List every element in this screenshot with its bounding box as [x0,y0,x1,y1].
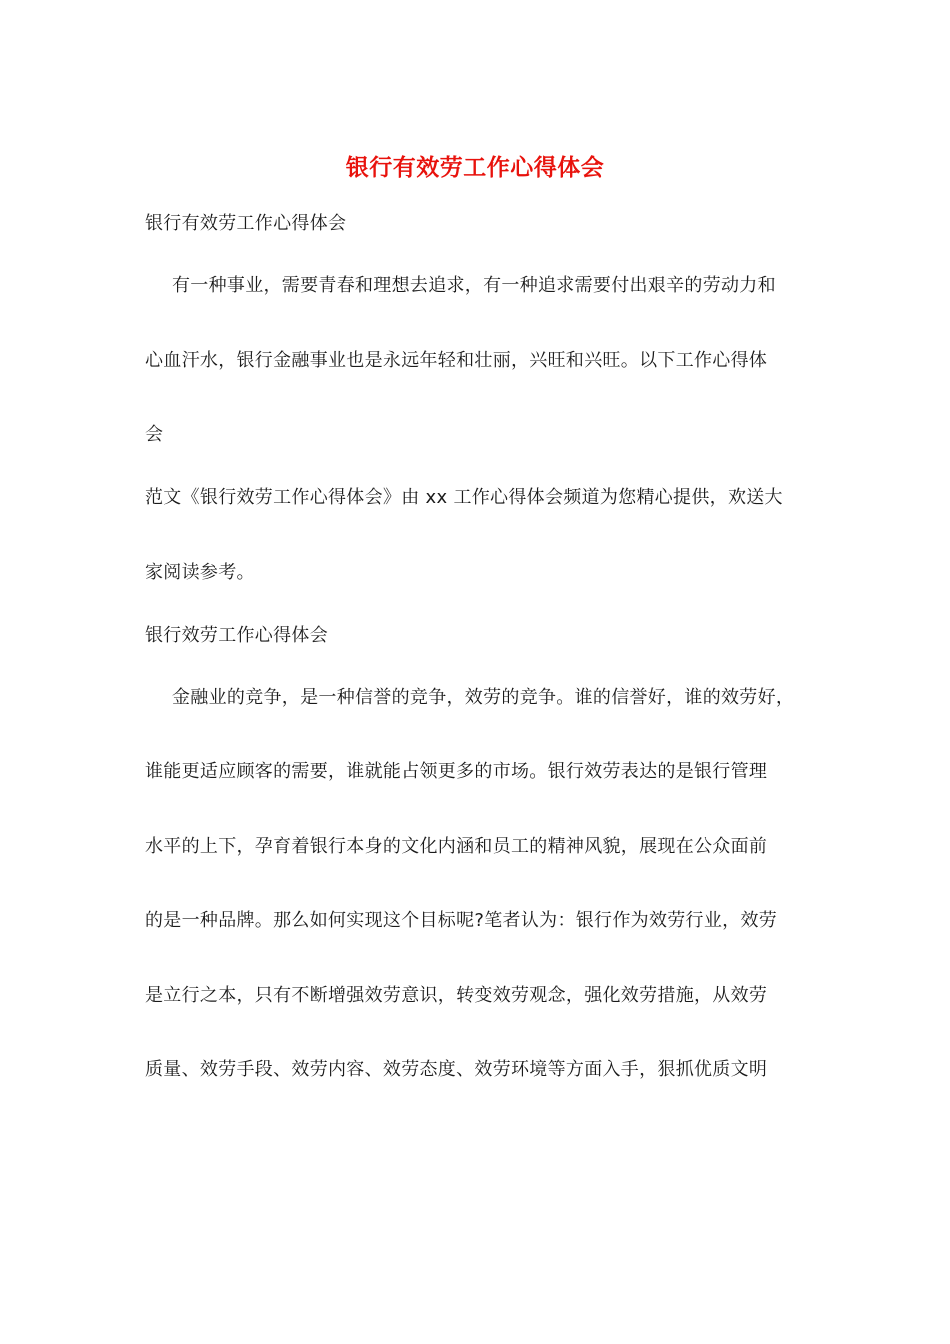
section-heading-line: 银行效劳工作心得体会 [145,625,328,646]
subtitle-line: 银行有效劳工作心得体会 [145,213,347,234]
document-title: 银行有效劳工作心得体会 [345,154,605,181]
paragraph-line: 金融业的竞争，是一种信誉的竞争，效劳的竞争。谁的信誉好，谁的效劳好， [172,687,795,708]
paragraph-line: 有一种事业，需要青春和理想去追求，有一种追求需要付出艰辛的劳动力和 [172,275,776,296]
paragraph-line: 家阅读参考。 [145,562,255,583]
paragraph-line: 范文《银行效劳工作心得体会》由 xx 工作心得体会频道为您精心提供，欢送大 [145,487,783,508]
paragraph-line: 谁能更适应顾客的需要，谁就能占领更多的市场。银行效劳表达的是银行管理 [145,761,768,782]
paragraph-line: 水平的上下，孕育着银行本身的文化内涵和员工的精神风貌，展现在公众面前 [145,836,768,857]
paragraph-line: 质量、效劳手段、效劳内容、效劳态度、效劳环境等方面入手，狠抓优质文明 [145,1059,768,1080]
paragraph-line: 心血汗水，银行金融事业也是永远年轻和壮丽，兴旺和兴旺。以下工作心得体 [145,350,768,371]
paragraph-line: 是立行之本，只有不断增强效劳意识，转变效劳观念，强化效劳措施，从效劳 [145,985,768,1006]
paragraph-line: 的是一种品牌。那么如何实现这个目标呢?笔者认为：银行作为效劳行业，效劳 [145,910,778,931]
paragraph-line: 会 [145,424,164,445]
